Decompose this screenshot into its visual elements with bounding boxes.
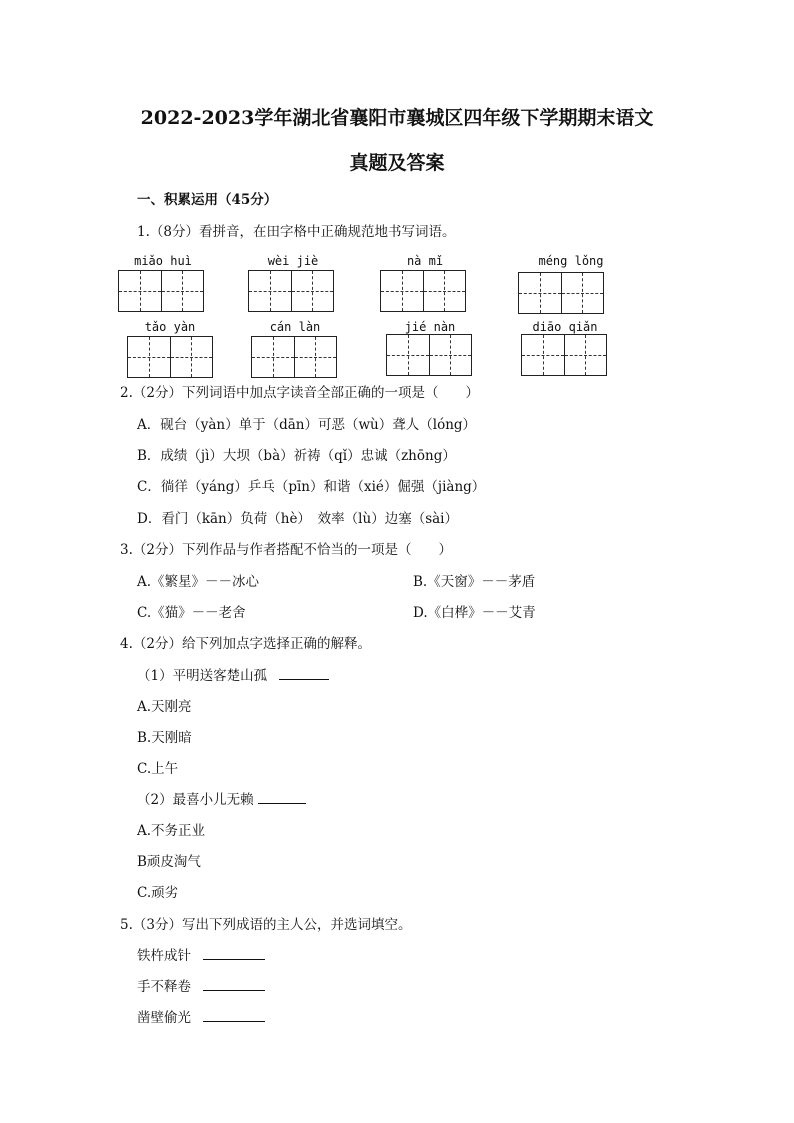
option-b: B．成绩（jì）大坝（bà）祈祷（qǐ）忠诚（zhōng） [137, 448, 456, 464]
option-c: C．徜徉（yáng）乒乓（pīn）和谐（xié）倔强（jiàng） [137, 479, 486, 495]
idiom-item: 凿壁偷光 [137, 1010, 191, 1026]
pinyin-label: miǎo huì [134, 254, 192, 268]
writing-grid[interactable] [521, 334, 607, 376]
question-5-stem: 5.（3分）写出下列成语的主人公，并选词填空。 [120, 917, 412, 933]
answer-blank[interactable] [279, 666, 329, 680]
section-heading: 一、积累运用（45分） [137, 192, 278, 208]
writing-grid[interactable] [127, 336, 213, 378]
option-c: C.《猫》－－老舍 [137, 605, 246, 621]
option-c: C.上午 [137, 761, 179, 777]
answer-blank[interactable] [258, 790, 306, 804]
option-a: A.不务正业 [137, 823, 206, 839]
pinyin-label: diāo qiǎn [532, 320, 598, 334]
option-d: D.《白桦》－－艾青 [413, 605, 536, 621]
question-3-stem: 3.（2分）下列作品与作者搭配不恰当的一项是（ ） [120, 542, 452, 558]
answer-blank[interactable] [203, 977, 265, 991]
writing-grid[interactable] [386, 334, 472, 376]
option-d: D．看门（kān）负荷（hè） 效率（lù）边塞（sài） [137, 511, 458, 527]
option-a: A．砚台（yàn）单于（dān）可恶（wù）聋人（lóng） [137, 417, 477, 433]
pinyin-label: wèi jiè [267, 254, 319, 268]
writing-grid[interactable] [118, 270, 204, 312]
writing-grid[interactable] [518, 272, 604, 314]
option-b: B.《天窗》－－茅盾 [413, 574, 536, 590]
answer-blank[interactable] [203, 1008, 265, 1022]
pinyin-label: jié nàn [404, 320, 456, 334]
answer-blank[interactable] [203, 946, 265, 960]
writing-grid[interactable] [248, 270, 334, 312]
question-4-stem: 4.（2分）给下列加点字选择正确的解释。 [120, 636, 371, 652]
document-title-line-1: 2022-2023学年湖北省襄阳市襄城区四年级下学期期末语文 [140, 107, 654, 129]
idiom-item: 铁杵成针 [137, 948, 191, 964]
pinyin-label: nà mǐ [406, 254, 444, 268]
option-a: A.《繁星》－－冰心 [137, 574, 260, 590]
writing-grid[interactable] [251, 336, 337, 378]
question-1-stem: 1.（8分）看拼音，在田字格中正确规范地书写词语。 [137, 224, 456, 240]
question-2-stem: 2.（2分）下列词语中加点字读音全部正确的一项是（ ） [120, 385, 479, 401]
option-b: B顽皮淘气 [137, 854, 201, 870]
document-title-line-2: 真题及答案 [349, 152, 445, 174]
sub-question-2: （2）最喜小儿无赖 [137, 792, 254, 808]
writing-grid[interactable] [380, 270, 466, 312]
option-c: C.顽劣 [137, 885, 179, 901]
pinyin-label: méng lǒng [538, 254, 604, 268]
pinyin-label: tǎo yàn [144, 320, 196, 334]
option-a: A.天刚亮 [137, 699, 192, 715]
sub-question-1: （1）平明送客楚山孤 [137, 668, 268, 684]
option-b: B.天刚暗 [137, 730, 192, 746]
idiom-item: 手不释卷 [137, 979, 191, 995]
pinyin-label: cán làn [269, 320, 321, 334]
